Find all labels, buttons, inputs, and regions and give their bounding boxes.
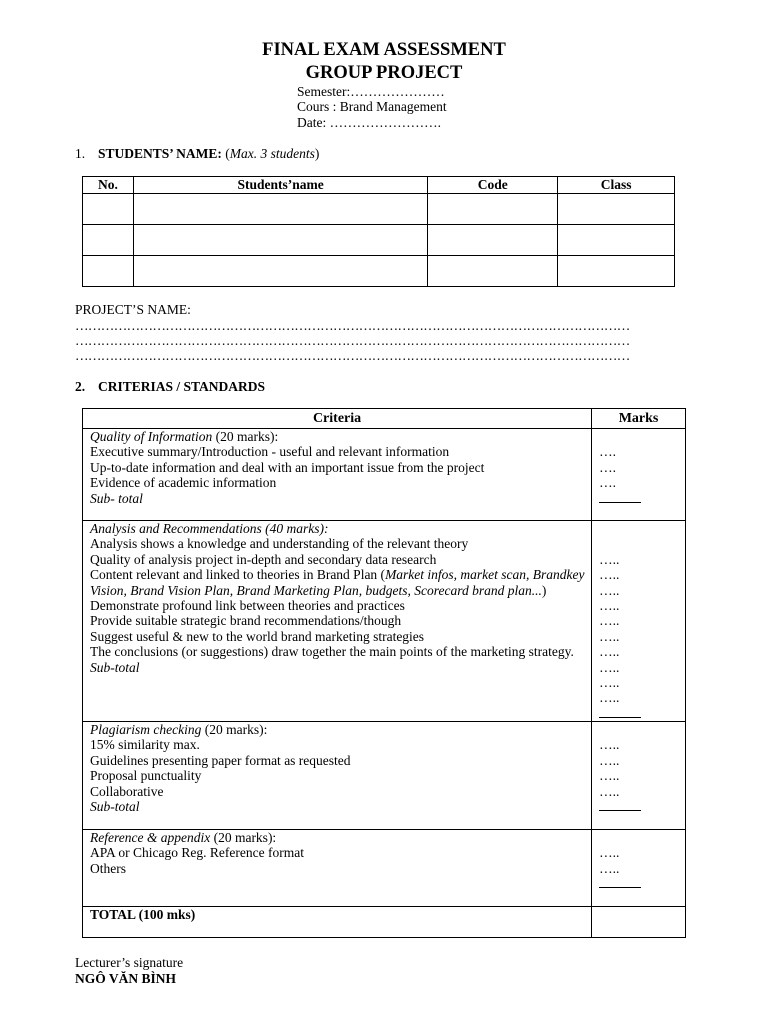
cell-code[interactable]	[428, 225, 558, 256]
criteria-block-analysis	[83, 521, 686, 722]
criteria-line: Analysis shows a knowledge and understanding of the relevant theory	[90, 536, 469, 552]
col-marks: Marks	[592, 409, 686, 429]
section-title: STUDENTS’ NAME:	[98, 146, 222, 161]
criteria-cell	[83, 521, 592, 722]
marks-cell[interactable]	[592, 722, 686, 830]
subtotal-blank[interactable]	[599, 706, 641, 718]
marks-cell[interactable]	[592, 830, 686, 907]
subtotal-blank[interactable]	[599, 799, 641, 811]
criteria-block-reference	[83, 830, 686, 907]
mark-blank[interactable]: …..	[599, 644, 620, 660]
cell-code[interactable]	[428, 194, 558, 225]
block-title	[90, 830, 587, 845]
project-name-line: …………………………………………………………………………………………………………………	[75, 318, 630, 333]
subtotal-blank[interactable]	[599, 491, 641, 503]
criteria-line: Proposal punctuality	[90, 768, 202, 784]
block-title-italic: Quality of Information	[90, 429, 213, 444]
cell-no[interactable]	[83, 256, 134, 287]
students-table	[82, 176, 675, 287]
project-name-line: …………………………………………………………………………………………………………………	[75, 333, 630, 348]
block-title-italic: Reference & appendix	[90, 830, 211, 846]
block-title-rest: (20 marks):	[210, 830, 277, 846]
mark-blank[interactable]: …..	[599, 737, 620, 753]
lecturer-name: NGÔ VĂN BÌNH	[75, 971, 177, 986]
cell-name[interactable]	[133, 256, 428, 287]
criteria-block-plagiarism	[83, 722, 686, 830]
block-title: Analysis and Recommendations (40 marks):	[90, 521, 329, 536]
criteria-line: Others	[90, 860, 126, 876]
cell-name[interactable]	[133, 194, 428, 225]
mark-blank[interactable]: …..	[599, 752, 620, 768]
total-row	[83, 907, 686, 938]
col-students-name: Students’name	[133, 177, 428, 194]
col-code: Code	[428, 177, 558, 194]
criteria-line: Executive summary/Introduction - useful and relevant information	[90, 444, 450, 460]
brand-plan-close: )	[541, 582, 547, 598]
criteria-line: Guidelines presenting paper format as requested	[90, 752, 351, 768]
mark-blank[interactable]: …..	[599, 597, 620, 613]
block-title-italic: Plagiarism checking	[90, 722, 202, 738]
block-title-rest: (20 marks):	[201, 722, 268, 738]
mark-blank[interactable]: …..	[599, 845, 620, 861]
criteria-line: Provide suitable strategic brand recommendations/though	[90, 613, 402, 629]
criteria-line: APA or Chicago Reg. Reference format	[90, 845, 304, 861]
criteria-line: 15% similarity max.	[90, 737, 200, 753]
document-title: FINAL EXAM ASSESSMENT	[262, 40, 506, 60]
marks-cell[interactable]	[592, 429, 686, 521]
criteria-line: Suggest useful & new to the world brand marketing strategies	[90, 628, 425, 644]
total-marks-cell[interactable]	[592, 907, 686, 938]
criteria-block-quality	[83, 429, 686, 521]
mark-blank[interactable]: …..	[599, 551, 620, 567]
cell-code[interactable]	[428, 256, 558, 287]
signature-label: Lecturer’s signature	[75, 955, 184, 970]
block-title	[90, 722, 587, 737]
criteria-cell	[83, 429, 592, 521]
subtotal-label: Sub-total	[90, 659, 140, 675]
table-row	[83, 256, 675, 287]
criteria-line	[90, 567, 587, 598]
mark-blank[interactable]: …..	[599, 582, 620, 598]
criteria-line: Quality of analysis project in-depth and secondary data research	[90, 551, 437, 567]
table-row	[83, 225, 675, 256]
mark-blank[interactable]: ….	[599, 475, 616, 491]
criteria-cell	[83, 830, 592, 907]
students-header-row	[83, 177, 675, 194]
note-paren-open: (	[225, 146, 230, 161]
mark-blank[interactable]: …..	[599, 783, 620, 799]
criteria-line: Evidence of academic information	[90, 475, 277, 491]
cell-class[interactable]	[558, 225, 675, 256]
cell-no[interactable]	[83, 225, 134, 256]
course-line: Cours : Brand Management	[297, 99, 447, 114]
mark-blank[interactable]: ….	[599, 444, 616, 460]
mark-blank[interactable]: …..	[599, 613, 620, 629]
total-label: TOTAL (100 mks)	[83, 907, 592, 938]
document-subtitle: GROUP PROJECT	[305, 63, 463, 83]
criteria-line: The conclusions (or suggestions) draw together the main points of the marketing strategy.	[90, 644, 574, 660]
criteria-cell	[83, 722, 592, 830]
section-number: 2.	[75, 379, 86, 394]
section-students-heading	[75, 146, 319, 162]
mark-blank[interactable]: …..	[599, 690, 620, 706]
mark-blank[interactable]: …..	[599, 768, 620, 784]
date-line: Date: …………………….	[297, 115, 441, 130]
criteria-line-text: Content relevant and linked to theories in Brand Plan (	[90, 567, 386, 583]
cell-class[interactable]	[558, 256, 675, 287]
section-number: 1.	[75, 146, 86, 161]
block-title-rest: (20 marks):	[212, 429, 279, 444]
brand-plan-items: Market infos, market scan, Brandkey Vision, Brand Vision Plan, Brand Marketing Plan, budgets, Scorecard brand plan...	[90, 567, 585, 598]
semester-line: Semester:…………………	[297, 84, 445, 99]
cell-no[interactable]	[83, 194, 134, 225]
col-no: No.	[83, 177, 134, 194]
criteria-line: Demonstrate profound link between theories and practices	[90, 598, 405, 614]
section-title: CRITERIAS / STANDARDS	[98, 379, 266, 394]
mark-blank[interactable]: ….	[599, 459, 616, 475]
col-class: Class	[558, 177, 675, 194]
project-name-label: PROJECT’S NAME:	[75, 302, 191, 317]
mark-blank[interactable]: …..	[599, 659, 620, 675]
section-note	[225, 146, 319, 161]
cell-class[interactable]	[558, 194, 675, 225]
marks-cell[interactable]	[592, 521, 686, 722]
mark-blank[interactable]: …..	[599, 567, 620, 583]
project-name-line: …………………………………………………………………………………………………………………	[75, 348, 630, 363]
subtotal-blank[interactable]	[599, 876, 641, 888]
cell-name[interactable]	[133, 225, 428, 256]
note-paren-close: )	[314, 146, 320, 161]
criteria-table	[82, 408, 686, 938]
subtotal-label: Sub- total	[90, 490, 143, 506]
note-text: Max. 3 students	[229, 146, 315, 161]
table-row	[83, 194, 675, 225]
criteria-line: Collaborative	[90, 783, 164, 799]
mark-blank[interactable]: …..	[599, 628, 620, 644]
criteria-header-row	[83, 409, 686, 429]
col-criteria: Criteria	[83, 409, 592, 429]
block-title	[90, 429, 587, 444]
criteria-line: Up-to-date information and deal with an important issue from the project	[90, 459, 485, 475]
mark-blank[interactable]: …..	[599, 860, 620, 876]
section-criteria-heading	[75, 379, 265, 395]
subtotal-label: Sub-total	[90, 799, 140, 815]
mark-blank[interactable]: …..	[599, 674, 620, 690]
